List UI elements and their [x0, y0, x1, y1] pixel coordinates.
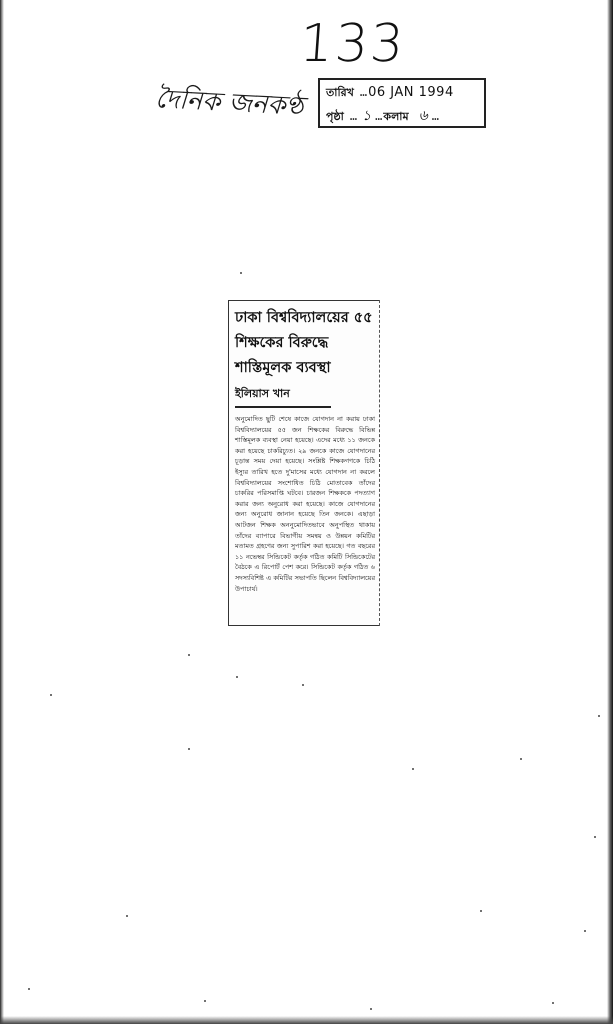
stamp-dots: …	[375, 109, 384, 123]
article-headline: ঢাকা বিশ্ববিদ্যালয়ের ৫৫ শিক্ষকের বিরুদ্ধে শাস্তিমূলক ব্যবস্থা	[235, 310, 373, 376]
page-edge-bottom	[0, 1016, 613, 1024]
stamp-date-row	[326, 84, 478, 104]
scan-speck	[126, 915, 128, 917]
scan-speck	[28, 988, 30, 990]
scan-speck	[302, 684, 304, 686]
scan-speck	[188, 654, 190, 656]
stamp-column-value: ৬	[418, 108, 428, 124]
scan-speck	[370, 1008, 372, 1010]
stamp-date-value: 06 JAN 1994	[368, 85, 454, 100]
stamp-dots: …	[431, 109, 440, 123]
scan-speck	[188, 748, 190, 750]
date-stamp	[318, 78, 486, 128]
clipping-top-rule	[229, 300, 380, 301]
scan-speck	[584, 930, 586, 932]
handwritten-newspaper-name: দৈনিক জনকণ্ঠ	[154, 84, 305, 122]
scan-speck	[240, 272, 242, 274]
stamp-dots: …	[349, 109, 359, 123]
stamp-page-value: ১	[362, 108, 372, 124]
article-body: অনুমোদিত ছুটি শেষে কাজে যোগদান না করায় ঢাকা বিশ্ববিদ্যালয়ের ৫৫ জন শিক্ষকের বিরুদ্ধে বিভিন্ন শাস্তিমূলক ব্যবস্থা নেয়া হয়েছে। এদের মধ্যে ১১ জনকে করা হয়েছে চাকরিচ্যুত। ২৯ জনকে কাজে যোগদানের চূড়ান্ত সময় দেয়া হয়েছে। সংশ্লিষ্ট শিক্ষকগণকে চিঠি ইস্যুর তারিখ হতে দু'মাসের মধ্যে যোগদান না করলে বিশ্ববিদ্যালয়ের সংশোধিত চিঠি মোতাবেক তাঁদের চাকরির পরিসমাপ্তি ঘটবে। চারজন শিক্ষককে পদত্যাগ করার জন্য অনুরোধ করা হয়েছে। কাজে যোগদানের জন্য অনুরোধ জানান হয়েছে তিন জনকে। এছাড়া আটজন শিক্ষক অননুমোদিতভাবে অনুপস্থিত থাকায় তাঁদের ব্যাপারে বিভাগীয় সমন্বয় ও উন্নয়ন কমিটির মতামত গ্রহণের জন্য সুপারিশ করা হয়েছে। গত বছরের ১১ নভেম্বর সিন্ডিকেট কর্তৃক গঠিত কমিটি সিন্ডিকেটের বৈঠকে এ রিপোর্ট পেশ করে। সিন্ডিকেট কর্তৃক গঠিত ৬ সদস্যবিশিষ্ট এ কমিটির সভাপতি ছিলেন বিশ্ববিদ্যালয়ের উপাচার্য।	[235, 415, 375, 593]
handwritten-page-number	[298, 14, 407, 74]
scan-speck	[236, 676, 238, 678]
stamp-page-label: পৃষ্ঠা	[326, 110, 344, 123]
scan-speck	[552, 1002, 554, 1004]
stamp-date-label: তারিখ	[326, 86, 354, 99]
scan-speck	[598, 715, 600, 717]
scan-speck	[204, 1000, 206, 1002]
page-edge-left	[0, 0, 4, 1024]
scan-speck	[520, 758, 522, 760]
page-edge-right	[607, 0, 613, 1024]
newspaper-clipping	[228, 300, 380, 626]
scan-speck	[412, 768, 414, 770]
page-number-text: 133	[297, 14, 408, 74]
scan-speck	[50, 694, 52, 696]
scan-speck	[594, 836, 596, 838]
stamp-column-label: কলাম	[383, 110, 409, 123]
stamp-dots: …	[359, 85, 369, 99]
clipping-bottom-rule	[229, 625, 380, 626]
stamp-page-row	[326, 104, 478, 124]
article-byline: ইলিয়াস খান	[235, 385, 331, 408]
scan-speck	[480, 910, 482, 912]
